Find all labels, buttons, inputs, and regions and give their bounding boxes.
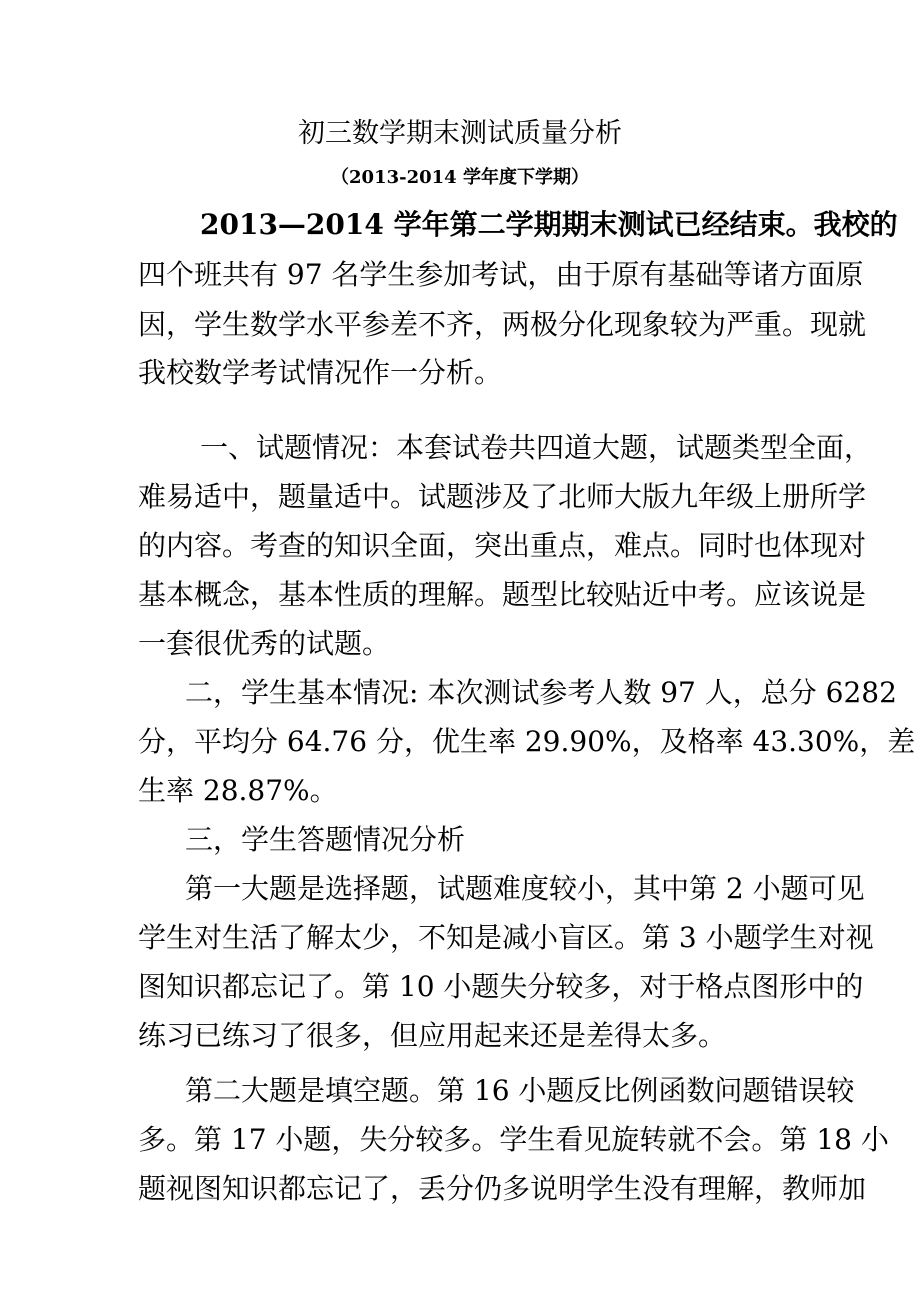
document-subtitle: （2013-2014 学年度下学期） (331, 167, 589, 188)
paragraph-line: 二，学生基本情况: 本次测试参考人数 97 人，总分 6282 (185, 676, 897, 709)
paragraph-line: 一、试题情况：本套试卷共四道大题，试题类型全面， (200, 431, 873, 464)
paragraph-line: 难易适中，题量适中。试题涉及了北师大版九年级上册所学 (138, 480, 867, 513)
paragraph-line: 题视图知识都忘记了，丢分仍多说明学生没有理解，教师加 (138, 1172, 867, 1205)
section-heading: 三，学生答题情况分析 (185, 823, 466, 856)
paragraph-line: 的内容。考查的知识全面，突出重点，难点。同时也体现对 (138, 529, 867, 562)
paragraph-line: 因，学生数学水平参差不齐，两极分化现象较为严重。现就 (138, 308, 867, 341)
document-title: 初三数学期末测试质量分析 (298, 118, 622, 149)
paragraph-line: 练习已练习了很多，但应用起来还是差得太多。 (138, 1019, 727, 1052)
paragraph-line: 图知识都忘记了。第 10 小题失分较多，对于格点图形中的 (138, 970, 864, 1003)
paragraph-line: 分，平均分 64.76 分，优生率 29.90%，及格率 43.30%，差 (138, 725, 916, 758)
paragraph-line: 学生对生活了解太少，不知是减小盲区。第 3 小题学生对视 (138, 921, 874, 954)
paragraph-line: 第二大题是填空题。第 16 小题反比例函数问题错误较 (185, 1074, 855, 1107)
paragraph-line: 基本概念，基本性质的理解。题型比较贴近中考。应该说是 (138, 578, 867, 611)
paragraph-line: 我校数学考试情况作一分析。 (138, 356, 503, 389)
paragraph-line: 生率 28.87%。 (138, 774, 338, 807)
paragraph-line: 2013—2014 学年第二学期期末测试已经结束。我校的 (200, 208, 898, 241)
paragraph-line: 一套很优秀的试题。 (138, 627, 391, 660)
paragraph-line: 四个班共有 97 名学生参加考试，由于原有基础等诸方面原 (138, 258, 864, 291)
paragraph-line: 多。第 17 小题，失分较多。学生看见旋转就不会。第 18 小 (138, 1123, 889, 1156)
paragraph-line: 第一大题是选择题，试题难度较小，其中第 2 小题可见 (185, 872, 865, 905)
